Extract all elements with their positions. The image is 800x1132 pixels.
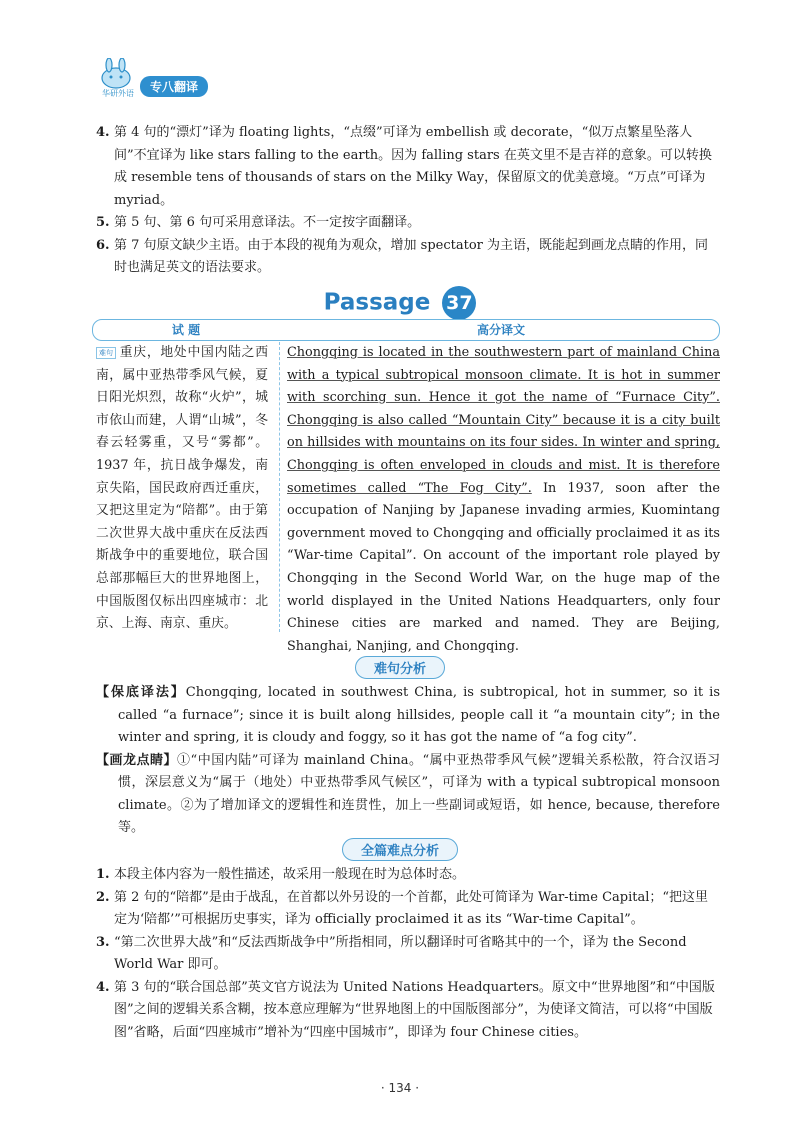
note-number: 5. [96, 215, 110, 230]
logo [96, 58, 136, 102]
analysis-item [96, 932, 720, 977]
note-item [96, 212, 720, 235]
overall-analysis [96, 864, 720, 1044]
analysis-text: 第 2 句的“陪都”是由于战乱，在首都以外另设的一个首都，此处可简译为 War-time Capital；“把这里定为‘陪都’”可根据历史事实，译为 officially proclaimed it as its “War-time Capital”。 [114, 889, 709, 927]
note-text: 第 4 句的“漂灯”译为 floating lights，“点缀”可译为 embellish 或 decorate，“似万点繁星坠落人间”不宜译为 like stars falling to the earth。因为 falling stars 在英文里不是吉祥的意象。可以转换成 resemble tens of thousands of stars on the Milky Way，保留原文的优美意境。“万点”可译为 myriad。 [114, 125, 712, 208]
note-text: 第 7 句原文缺少主语。由于本段的视角为观众，增加 spectator 为主语，既能起到画龙点睛的作用，同时也满足英文的语法要求。 [114, 237, 709, 275]
analysis-item [96, 864, 720, 887]
source-column-header: 试 题 [171, 323, 201, 337]
logo-text: 华研外语 [102, 89, 134, 98]
hualong-block [96, 750, 720, 840]
series-badge: 专八翻译 [140, 76, 208, 97]
baodi-label: 【保底译法】 [96, 685, 186, 700]
translation-rest: In 1937, soon after the occupation of Nanjing by Japanese invading armies, Kuomintang government moved to Chongqing and officially proclaimed it as its “War-time Capital”. On account of the important role played by Chongqing in the Second World War, on the huge map of the world displayed in the United Nations Headquarters, only four Chinese cities are marked and named. They are Beijing, Shanghai, Nanjing, and Chongqing. [287, 480, 720, 654]
source-text [96, 342, 268, 636]
baodi-block [96, 682, 720, 750]
translation-underlined: Chongqing is located in the southwestern part of mainland China with a typical subtropical monsoon climate. It is hot in summer with scorching sun. Hence it got the name of “Furnace City”. Chongqing is also called “Mountain City” because it is a city built on hillsides with mountains on its four sides. In winter and spring, Chongqing is often enveloped in clouds and mist. It is therefore sometimes called “The Fog City”. [287, 345, 720, 496]
note-text: 第 5 句、第 6 句可采用意译法。不一定按字面翻译。 [114, 215, 421, 230]
analysis-number: 1. [96, 867, 110, 882]
analysis-text: 第 3 句的“联合国总部”英文官方说法为 United Nations Headquarters。原文中“世界地图”和“中国版图”之间的逻辑关系含糊，按本意应理解为“世界地图上的中国版图部分”，为使译文简洁，可以将“中国版图”省略，后面“四座城市”增补为“四座中国城市”，即译为 four Chinese cities。 [114, 979, 715, 1040]
passage-title [0, 286, 800, 320]
top-notes [96, 122, 720, 280]
analysis-text: “第二次世界大战”和“反法西斯战争中”所指相同，所以翻译时可省略其中的一个，译为 the Second World War 即可。 [114, 934, 687, 972]
hualong-text: ①“中国内陆”可译为 mainland China。“属中亚热带季风气候”逻辑关系松散，符合汉语习惯，深层意义为“属于（地处）中亚热带季风气候区”，可译为 with a typical subtropical monsoon climate。②为了增加译文的逻辑性和连贯性，加上一些副词或短语，如 hence, because, therefore 等。 [118, 752, 720, 835]
note-number: 6. [96, 237, 110, 253]
difficult-section-title: 难句分析 [0, 656, 800, 679]
analysis-number: 4. [96, 979, 110, 995]
translation-text [287, 342, 720, 658]
overall-section-title: 全篇难点分析 [0, 838, 800, 861]
analysis-item [96, 887, 720, 932]
hualong-label: 【画龙点睛】 [96, 752, 178, 768]
note-number: 4. [96, 125, 110, 140]
passage-label: Passage [323, 289, 431, 316]
column-headers [92, 319, 720, 341]
note-item [96, 235, 720, 280]
page-number: · 134 · [380, 1081, 420, 1095]
difficult-analysis [96, 682, 720, 840]
difficult-tag: 难句 [96, 347, 116, 359]
note-item [96, 122, 720, 212]
analysis-number: 2. [96, 889, 110, 905]
logo-rabbit-icon [96, 58, 136, 90]
baodi-text: Chongqing, located in southwest China, is subtropical, hot in summer, so it is called “a furnace”; since it is built along hillsides, people call it “a mountain city”; in the winter and spring, it is cloudy and foggy, so it has got the name of “a fog city”. [118, 685, 720, 745]
translation-column-header: 高分译文 [476, 323, 525, 337]
analysis-item [96, 977, 720, 1045]
column-divider [279, 342, 280, 632]
source-paragraph: 重庆，地处中国内陆之西南，属中亚热带季风气候，夏日阳光炽烈，故称“火炉”，城市依山而建，人谓“山城”，冬春云轻雾重，又号“雾都”。1937 年，抗日战争爆发，南京失陷，国民政府西迁重庆，又把这里定为“陪都”。由于第二次世界大战中重庆在反法西斯战争中的重要地位，联合国总部那幅巨大的世界地图上，中国版图仅标出四座城市：北京、上海、南京、重庆。 [96, 345, 268, 632]
passage-number: 37 [442, 286, 476, 320]
analysis-text: 本段主体内容为一般性描述，故采用一般现在时为总体时态。 [114, 867, 466, 882]
analysis-number: 3. [96, 934, 110, 950]
